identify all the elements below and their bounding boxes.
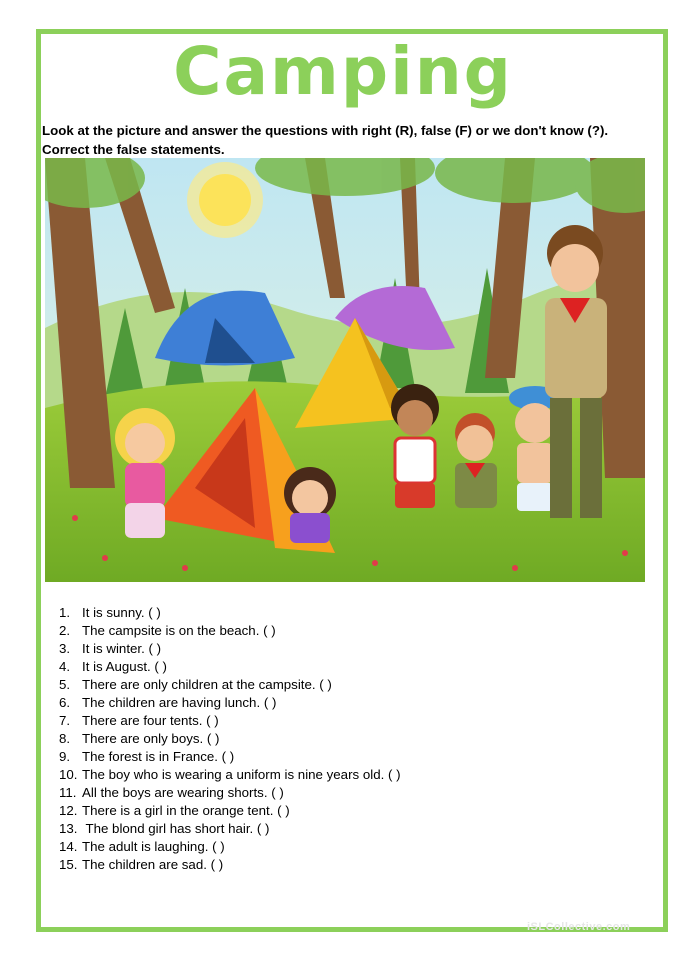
question-number: 1. (59, 605, 71, 620)
question-text: The forest is in France. ( ) (82, 749, 235, 764)
question-item (59, 712, 401, 730)
sun-icon (187, 162, 263, 238)
question-item (59, 802, 401, 820)
question-text: It is sunny. ( ) (82, 605, 161, 620)
question-number: 15. (59, 857, 78, 872)
question-item (59, 694, 401, 712)
watermark: iSLCollective.com (527, 921, 631, 933)
question-list (59, 604, 401, 874)
question-text: The children are sad. ( ) (82, 857, 224, 872)
question-text: It is August. ( ) (82, 659, 167, 674)
question-item (59, 640, 401, 658)
question-text: The boy who is wearing a uniform is nine years old. ( ) (82, 767, 401, 782)
question-text: There are four tents. ( ) (82, 713, 219, 728)
question-number: 14. (59, 839, 78, 854)
question-number: 12. (59, 803, 78, 818)
question-item (59, 730, 401, 748)
question-item (59, 856, 401, 874)
question-number: 10. (59, 767, 78, 782)
question-text: All the boys are wearing shorts. ( ) (82, 785, 284, 800)
question-item (59, 820, 401, 838)
question-text: There are only boys. ( ) (82, 731, 220, 746)
question-item (59, 838, 401, 856)
question-number: 3. (59, 641, 71, 656)
worksheet-title: Camping (173, 33, 513, 110)
question-number: 4. (59, 659, 71, 674)
question-item (59, 604, 401, 622)
question-text: There is a girl in the orange tent. ( ) (82, 803, 290, 818)
question-item (59, 748, 401, 766)
question-number: 11. (59, 785, 77, 800)
question-item (59, 622, 401, 640)
girl-in-tent (284, 467, 336, 543)
instructions-line-1: Look at the picture and answer the questions with right (R), false (F) or we don't know (?). (42, 123, 609, 138)
question-item (59, 676, 401, 694)
question-text: The blond girl has short hair. ( ) (82, 821, 270, 836)
question-item (59, 784, 401, 802)
question-number: 9. (59, 749, 71, 764)
question-item (59, 658, 401, 676)
question-text: It is winter. ( ) (82, 641, 162, 656)
question-item (59, 766, 401, 784)
question-text: There are only children at the campsite. ( ) (82, 677, 332, 692)
camping-illustration (45, 158, 645, 582)
question-text: The adult is laughing. ( ) (82, 839, 225, 854)
question-number: 13. (59, 821, 78, 836)
instructions-line-2: Correct the false statements. (42, 142, 225, 157)
instructions (42, 121, 662, 159)
question-number: 7. (59, 713, 71, 728)
question-text: The campsite is on the beach. ( ) (82, 623, 276, 638)
question-number: 5. (59, 677, 71, 692)
question-text: The children are having lunch. ( ) (82, 695, 277, 710)
question-number: 6. (59, 695, 71, 710)
boy-red-shorts (391, 384, 439, 508)
question-number: 2. (59, 623, 71, 638)
question-number: 8. (59, 731, 71, 746)
